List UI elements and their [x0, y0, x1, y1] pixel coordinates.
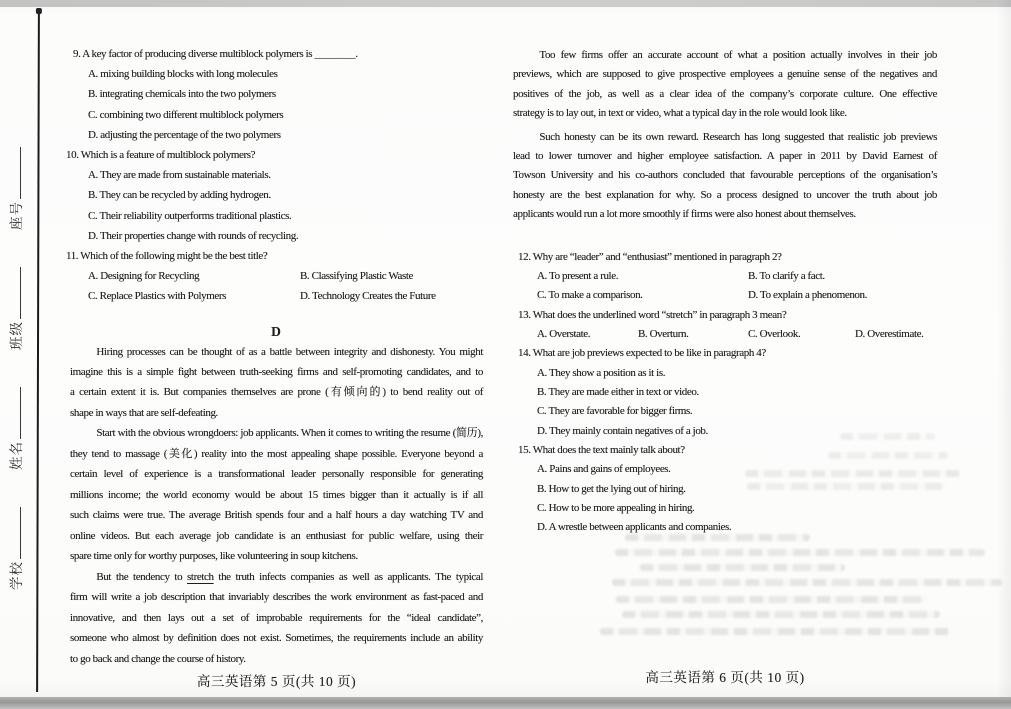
- bleed-through-line: [747, 483, 947, 490]
- answer-option: A. Designing for Recycling: [88, 270, 200, 283]
- seat-blank-line: [8, 147, 21, 199]
- passage-paragraph-5: [513, 128, 937, 225]
- bleed-through-line: [640, 564, 845, 571]
- question-11-options-row-2: [88, 286, 487, 306]
- answer-option: D. They mainly contain negatives of a job.: [537, 424, 708, 437]
- bleed-through-line: [828, 452, 948, 459]
- margin-rule-line: [36, 10, 40, 692]
- answer-option: C. They are favorable for bigger firms.: [537, 405, 693, 418]
- passage-text: But the tendency to: [96, 570, 188, 583]
- question-13-options-row: [537, 325, 937, 344]
- bleed-through-line: [612, 579, 1002, 586]
- answer-option: D. Technology Creates the Future: [300, 290, 436, 303]
- passage-line: a certain extent it is. But companies themselves are prone (有倾向的) to bend reality out of: [70, 386, 483, 399]
- passage-line: honesty are the best explanation for why. So a process designed to uncover the truth about job: [513, 188, 937, 201]
- answer-option: A. Pains and gains of employees.: [537, 463, 671, 476]
- answer-option: C. How to be more appealing in hiring.: [537, 502, 695, 515]
- passage-paragraph-1: [70, 342, 483, 423]
- bleed-through-line: [615, 549, 985, 556]
- answer-option: B. How to get the lying out of hiring.: [537, 482, 686, 495]
- answer-option: B. They can be recycled by adding hydrogen.: [88, 189, 271, 202]
- bleed-through-line: [840, 433, 935, 440]
- bleed-through-line: [600, 628, 950, 635]
- question-15-stem: 15. What does the text mainly talk about?: [518, 444, 685, 457]
- bleed-through-line: [616, 596, 926, 603]
- question-12-options-row-1: [537, 267, 937, 286]
- passage-line: lead to lower turnover and higher employee satisfaction. A paper in 2011 by David Earnest of: [513, 150, 937, 163]
- passage-line: strategy is to lay out, in text or video, what a typical day in the role would look like.: [513, 107, 847, 120]
- answer-option: A. Overstate.: [537, 328, 591, 341]
- passage-line: someone who almost by definition does not exist. Sometimes, the requirements include an ability: [70, 632, 483, 645]
- scan-top-edge: [0, 0, 1011, 7]
- question-9-options: [88, 64, 487, 145]
- passage-paragraph-2: [70, 423, 483, 567]
- bleed-through-line: [745, 470, 960, 477]
- passage-line: Start with the obvious wrongdoers: job applicants. When it comes to writing the resume (简历),: [96, 427, 483, 440]
- passage-line: positives of the job, as well as a clear idea of the company’s corporate culture. One effective: [513, 87, 937, 100]
- answer-option: C. combining two different multiblock polymers: [88, 108, 284, 121]
- answer-option: A. mixing building blocks with long molecules: [88, 68, 278, 81]
- name-blank-line: [8, 387, 21, 439]
- question-12-stem: 12. Why are “leader” and “enthusiast” mentioned in paragraph 2?: [518, 250, 782, 263]
- passage-line: previews, which are supposed to give prospective employees a genuine sense of the negatives and: [513, 68, 937, 81]
- bleed-through-line: [622, 611, 940, 618]
- page-footer-right: 高三英语第 6 页(共 10 页): [645, 670, 805, 685]
- question-12-options-row-2: [537, 286, 937, 305]
- passage-line: they tend to massage (美化) reality into the most appealing shape possible. Everyone beyond a: [70, 447, 483, 460]
- underlined-word-stretch: stretch: [187, 570, 214, 583]
- passage-line: imagine this is a simple fight between truth-seeking firms and self-promoting candidates, and to: [70, 366, 483, 379]
- answer-option: C. To make a comparison.: [537, 289, 643, 302]
- passage-line: [70, 567, 483, 588]
- question-11-stem: 11. Which of the following might be the best title?: [66, 250, 268, 263]
- question-11-options-row-1: [88, 266, 487, 286]
- margin-label-name: 姓名: [9, 441, 24, 470]
- margin-label-seat: 座号: [9, 201, 24, 230]
- answer-option: B. Overturn.: [638, 328, 689, 341]
- question-13-stem: 13. What does the underlined word “stretch” in paragraph 3 mean?: [518, 308, 787, 321]
- answer-option: C. Replace Plastics with Polymers: [88, 290, 227, 303]
- student-info-margin: [5, 112, 35, 590]
- answer-option: C. Overlook.: [748, 328, 801, 341]
- answer-option: B. integrating chemicals into the two polymers: [88, 88, 276, 101]
- scan-bottom-edge: [0, 697, 1011, 709]
- question-10-stem: 10. Which is a feature of multiblock polymers?: [66, 149, 256, 162]
- passage-line: Too few firms offer an accurate account of what a position actually involves in their job: [539, 49, 937, 61]
- question-10-options: [88, 165, 487, 246]
- answer-option: B. They are made either in text or video.: [537, 386, 699, 399]
- passage-line: Towson University and his co-authors concluded that favourable perceptions of the organisation’s: [513, 169, 937, 182]
- student-info-labels: [5, 112, 25, 590]
- answer-option: D. Overestimate.: [855, 328, 924, 341]
- answer-option: C. Their reliability outperforms traditional plastics.: [88, 209, 292, 222]
- margin-label-school: 学校: [9, 561, 24, 590]
- answer-option: A. To present a rule.: [537, 270, 619, 282]
- left-page-column: [66, 44, 487, 669]
- passage-section-label: D: [271, 323, 282, 339]
- answer-option: B. To clarify a fact.: [748, 270, 825, 282]
- passage-text: the truth infects companies as well as applicants. The typical: [213, 570, 483, 583]
- answer-option: D. To explain a phenomenon.: [748, 289, 867, 302]
- passage-line: applicants would run a lot more smoothly if firms were also honest about themselves.: [513, 208, 856, 221]
- answer-option: B. Classifying Plastic Waste: [300, 270, 413, 283]
- school-blank-line: [8, 507, 21, 559]
- answer-option: D. A wrestle between applicants and companies.: [537, 521, 732, 534]
- passage-line: spare time only for worthy purposes, like volunteering in soup kitchens.: [70, 550, 358, 563]
- answer-option: D. Their properties change with rounds of recycling.: [88, 229, 299, 242]
- question-14-stem: 14. What are job previews expected to be like in paragraph 4?: [518, 347, 766, 360]
- passage-line: innovative, and then lays out a set of improbable requirements for the “ideal candidate”,: [70, 611, 483, 624]
- margin-label-class: 班级: [9, 321, 24, 350]
- passage-paragraph-3: [70, 567, 483, 670]
- passage-line: such claims were true. The average British spends four and a half hours a day watching TV and: [70, 509, 483, 522]
- bleed-through-line: [625, 534, 810, 541]
- answer-option: A. They show a position as it is.: [537, 366, 666, 379]
- right-page-column: [513, 46, 937, 538]
- passage-line: certain level of experience is a transformational leader personally responsible for generating: [70, 468, 483, 481]
- answer-option: D. adjusting the percentage of the two polymers: [88, 128, 281, 141]
- passage-line: millions income; the world economy would be about 15 times bigger than it actually is if all: [70, 488, 483, 501]
- answer-option: A. They are made from sustainable materials.: [88, 169, 271, 182]
- passage-line: firm will write a job description that invariably describes the work environment as fast-paced and: [70, 591, 483, 604]
- page-footer-left: 高三英语第 5 页(共 10 页): [196, 674, 357, 689]
- passage-line: shape in ways that are self-defeating.: [70, 406, 218, 419]
- question-14-options: [537, 364, 937, 441]
- scan-right-edge: [997, 0, 1011, 709]
- passage-line: Hiring processes can be thought of as a battle between integrity and dishonesty. You might: [96, 345, 483, 358]
- class-blank-line: [8, 267, 21, 319]
- passage-line: online videos. But each average job candidate is an enthusiast for public welfare, using their: [70, 529, 483, 542]
- passage-paragraph-4: [513, 46, 937, 124]
- passage-line: to go back and change the course of history.: [70, 652, 246, 665]
- passage-line: Such honesty can be its own reward. Research has long suggested that realistic job previews: [539, 130, 937, 143]
- question-9-stem: 9. A key factor of producing diverse multiblock polymers is ________.: [73, 48, 358, 60]
